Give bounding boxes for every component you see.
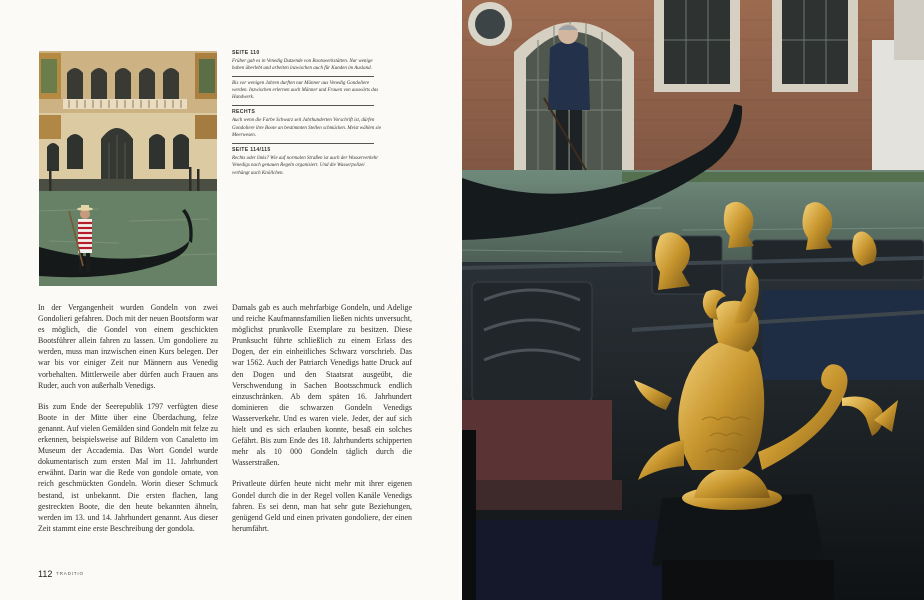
captions	[232, 50, 382, 181]
body-column-2	[232, 302, 412, 544]
caption-text: Bis vor wenigen Jahren durften nur Männer aus Venedig Gondoliere werden. Inzwischen erlernen auch Männer und Frauen von auswärts das Handwerk.	[232, 80, 379, 101]
caption-text: Früher gab es in Venedig Dutzende von Bootswerkstätten. Nur wenige haben überlebt und arbeiten inzwischen auch für Kunden im Ausland.	[232, 59, 373, 72]
caption-text: Rechts oder links? Wie auf normalen Straßen ist auch der Wasserverkehr Venedigs nach genauen Regeln organisiert. Und die Wasserpolizei verhängt auch Knöllchen.	[232, 156, 379, 176]
caption-text: Auch wenn die Farbe Schwarz seit Jahrhunderten Vorschrift ist, dürfen Gondoliere ihre Boote an bestimmten Stellen schmücken. Meist wählen sie Meerwesen.	[232, 118, 382, 138]
gondola-ornament-photo	[462, 0, 924, 600]
right-page-photo	[462, 0, 924, 600]
caption-divider	[232, 76, 374, 77]
caption-divider	[232, 143, 374, 144]
caption-heading: SEITE 114/115	[232, 147, 271, 154]
caption-heading: SEITE 110	[232, 50, 260, 56]
caption-seite-110	[232, 50, 382, 101]
page-number: 112	[38, 569, 53, 579]
body-paragraph: Privatleute dürfen heute nicht mehr mit ihrer eigenen Gondel durch die in der Regel vollen Kanäle Venedigs fahren. Es sei denn, man hat sehr gute Beziehungen, genügend Geld und einen privaten gondoliere, der einen herumfährt.	[232, 479, 412, 533]
caption-divider	[232, 105, 374, 106]
body-paragraph: In der Vergangenheit wurden Gondeln von zwei Gondolieri gefahren. Doch mit der neuen Bootsform war es möglich, die Gondel von einem geschickten Bootsführer allein fahren zu lassen. Um gondoliere zu werden, muss man inzwischen einen Kurs belegen. Der war bis vor einiger Zeit nur Männern aus Venedig vorbehalten. Mittlerweile aber dürfen auch Frauen ans Ruder, auch von außerhalb Venedigs.	[38, 303, 218, 390]
gondolier-photo-illustration	[39, 51, 217, 286]
running-footer: TRADITIO	[56, 571, 84, 576]
caption-heading: RECHTS	[232, 109, 256, 116]
body-paragraph: Damals gab es auch mehrfarbige Gondeln, und Adelige und reiche Kaufmannsfamilien ließen nichts unversucht, möglichst prunkvolle Exemplare zu besitzen. Diese Prunksucht führte schließlich zu einem Erlass des Dogen, der ein einheitliches Schwarz vorschrieb. Das war 1562. Auch der Patriarch Venedigs hatte Druck auf den Dogen und den Staatsrat ausgeübt, die Verschwendung in Sachen Bootsschmuck endlich einzuschränken. Ab dem späten 16. Jahrhundert dominieren die schwarzen Gondeln Venedigs Wasserverkehr. Und es waren viele. Jeder, der auf sich hielt und es sich erlauben konnte, besaß ein solches Gefährt. Bis zum Ende des 18. Jahrhunderts schipperten mehr als 10 000 Gondeln täglich durch die Wasserstraßen.	[232, 303, 412, 468]
gondolier-photo	[39, 51, 217, 286]
caption-rechts	[232, 109, 382, 139]
body-column-1	[38, 302, 218, 544]
caption-seite-114-115	[232, 147, 382, 177]
body-paragraph: Bis zum Ende der Seerepublik 1797 verfügten diese Boote in der Mitte über eine Überdachung, felze genannt. Auf vielen Gemälden sind Gondeln mit felze zu erkennen, beispielsweise auf Bildern von Canaletto im Museum der Accademia. Das Wort Gondel wurde dokumentarisch zum ersten Mal im 11. Jahrhundert erwähnt. Darin war die Rede von gondole ornate, von reich geschmückten Gondeln. Worin dieser Schmuck bestand, ist unbekannt. Die ersten flachen, lang gestreckten Boote, die den heute bekannten ähneln, werden im 13. und 14. Jahrhundert genannt. Aus dieser Zeit stammt eine erste Beschreibung der gondola.	[38, 401, 218, 533]
